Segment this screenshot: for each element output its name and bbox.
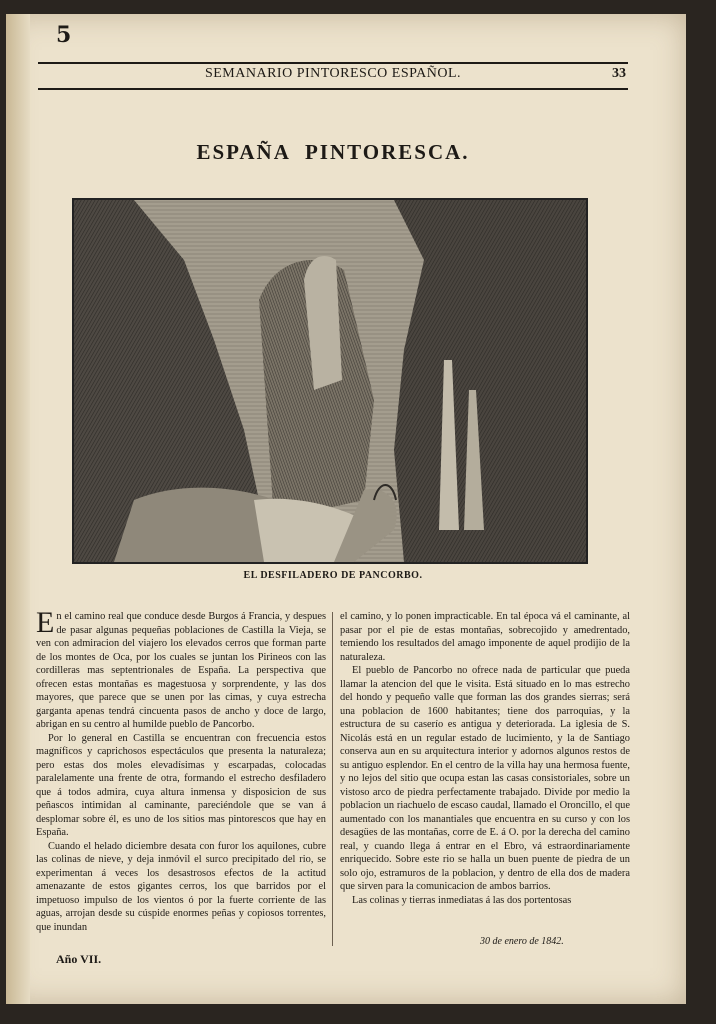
text-column-right	[340, 610, 630, 950]
paragraph: el camino, y lo ponen impracticable. En tal época vá el caminante, al pasar por el pie de estas montañas, sobrecojido y amedrentado, temiendo los resultados del amago imponente de aquel prodijio de la naturaleza.	[340, 611, 630, 663]
paragraph: Las colinas y tierras inmediatas á las dos portentosas	[352, 894, 572, 906]
drop-cap: E	[36, 610, 55, 639]
engraving-illustration	[72, 198, 588, 564]
gorge-landscape-image	[74, 200, 586, 562]
paragraph: Cuando el helado diciembre desata con furor los aquilones, cubre las colinas de nieve, y deja inmóvil el surco precipitado del rio, se experimentan á veces los desastrosos efectos de la actitud amenazante de estos gigantes cerros, los que barridos por el impetuoso impulso de los vientos ó por la fuerte corriente de las aguas, arrojan desde su cúspide enormes peñas y copiosos torrentes, que inundan	[36, 840, 326, 933]
header-rule-bottom	[38, 88, 628, 90]
paragraph-text: n el camino real que conduce desde Burgos á Francia, y despues de pasar algunas pequeñas poblaciones de Castilla la Vieja, se ven con admiracion del viajero los elevados cerros que forman parte de los montes de Oca, por los cuales se juntan los Pirineos con las cordilleras mas septentrionales de España. La perspectiva que ofrecen estas montañas es magestuosa y sorprendente, y las dos mayores, que parece que se unen por las cimas, y cuya estrecha garganta apenas tendrá cincuenta pasos de ancho y doce de largo, abrigan en su centro al humilde pueblo de Pancorbo.	[36, 611, 326, 730]
page-gutter	[6, 14, 30, 1004]
issue-date: 30 de enero de 1842.	[480, 936, 564, 947]
text-column-left	[36, 610, 326, 950]
paragraph: Por lo general en Castilla se encuentran con frecuencia estos magníficos y caprichosos espectáculos que presenta la naturaleza; pero estas dos moles elevadísimas y escarpadas, colocadas paralelamente una frente de otra, formando el estrecho desfiladero que á todos admira, cuya altura inmensa y disposicion de sus peñascos intimidan al caminante, pareciéndole que se van á desplomar sobre él, es uno de los sitios mas pintorescos que hay en España.	[36, 732, 326, 838]
article-heading: ESPAÑA PINTORESCA.	[196, 140, 470, 164]
page-number: 33	[612, 66, 626, 81]
paragraph: El pueblo de Pancorbo no ofrece nada de particular que pueda llamar la atencion del que le visita. Está situado en lo mas estrecho del hondo y pequeño valle que forman las dos grandes sierras; será una poblacion de 1600 habitantes; tiene dos parroquias, y la estructura de su caserío es antigua y deteriorada. La iglesia de S. Nicolás está en un regular estado de lucimiento, y la de Santiago conserva aun en su arquitectura interior y adornos algunos restos de su antiguo esplendor. En el centro de la villa hay una hermosa fuente, y no lejos del sitio que ocupa estan las casas consistoriales, sobre un vistoso arco de piedra perfectamente trabajado. Divide por medio la poblacion un riachuelo de escaso caudal, llamado el Oroncillo, el que aumentado con los manantiales que encuentra en su curso y con los desagües de las montañas, corre de E. á O. por la derecha del camino real, y cuando llega á entrar en el Ebro, vá estraordinariamente enriquecido. Sobre este rio se halla un buen puente de piedra de un solo ojo, estramuros de la poblacion, y dentro de ella dos de madera que sirven para la comunicacion de ambos barrios.	[340, 665, 630, 892]
illustration-caption: EL DESFILADERO DE PANCORBO.	[243, 570, 423, 581]
header-rule-top	[38, 62, 628, 64]
paragraph	[36, 610, 326, 732]
column-divider	[332, 612, 333, 946]
running-title: SEMANARIO PINTORESCO ESPAÑOL.	[204, 66, 462, 81]
leaf-number: 5	[56, 22, 72, 48]
volume-label: Año VII.	[56, 952, 102, 966]
